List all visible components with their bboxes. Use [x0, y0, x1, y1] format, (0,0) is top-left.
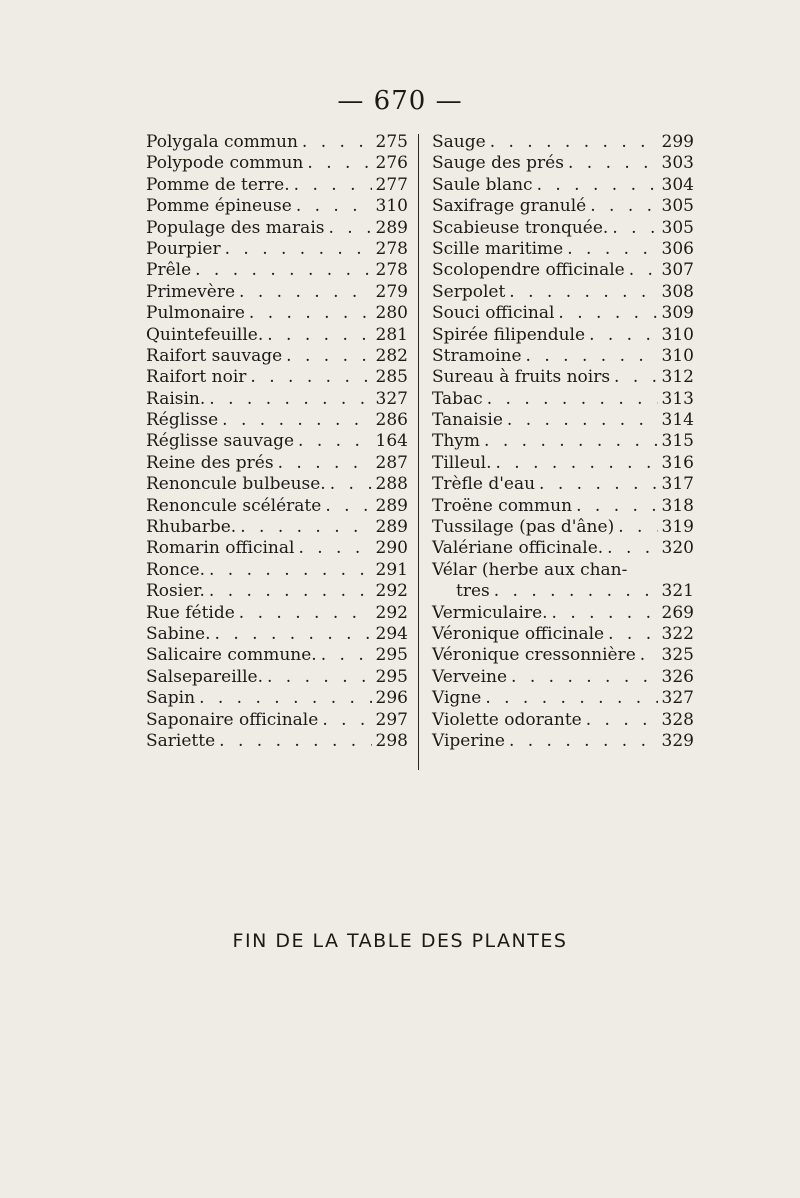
entry-name: Vélar (herbe aux chan-	[432, 559, 628, 580]
entry-name: Trèfle d'eau	[432, 474, 536, 495]
dot-leader	[636, 645, 658, 666]
entry-page: 275	[375, 131, 408, 152]
dot-leader	[522, 346, 658, 367]
index-entry	[146, 581, 408, 602]
index-entry	[146, 603, 408, 624]
index-entry	[146, 346, 408, 367]
entry-name: Pulmonaire	[146, 303, 245, 324]
entry-page: 314	[661, 410, 694, 431]
column-divider	[418, 134, 419, 770]
entry-page: 289	[375, 217, 408, 238]
index-entry	[432, 153, 694, 174]
entry-name: Polygala commun	[146, 131, 298, 152]
entry-name: Pomme de terre.	[146, 174, 290, 195]
index-entry	[146, 538, 408, 559]
entry-page: 307	[661, 260, 694, 281]
entry-name: Thym	[432, 431, 481, 452]
dot-leader	[205, 581, 372, 602]
index-entry	[432, 688, 694, 709]
dot-leader	[572, 496, 658, 517]
entry-page: 292	[375, 581, 408, 602]
entry-name: Saule blanc	[432, 174, 533, 195]
index-entry	[146, 710, 408, 731]
dot-leader	[535, 474, 658, 495]
index-entry	[146, 239, 408, 260]
end-of-table-note: FIN DE LA TABLE DES PLANTES	[232, 930, 568, 952]
index-entry	[432, 496, 694, 517]
dot-leader	[533, 175, 658, 196]
index-column-right	[432, 132, 694, 752]
entry-name: Valériane officinale.	[432, 538, 604, 559]
index-entry	[146, 410, 408, 431]
entry-name: Rhubarbe.	[146, 517, 237, 538]
entry-name: Spirée filipendule	[432, 324, 586, 345]
dot-leader	[563, 239, 658, 260]
index-entry	[432, 645, 694, 666]
index-entry	[432, 325, 694, 346]
dot-leader	[317, 645, 372, 666]
dot-leader	[318, 710, 372, 731]
entry-page: 316	[661, 452, 694, 473]
entry-page: 309	[661, 303, 694, 324]
entry-name: Souci officinal	[432, 303, 555, 324]
entry-name: Salicaire commune.	[146, 645, 317, 666]
entry-name-continued: tres	[456, 581, 490, 602]
index-entry	[432, 367, 694, 388]
index-entry	[432, 239, 694, 260]
dot-leader	[324, 218, 372, 239]
dot-leader	[505, 282, 658, 303]
dot-leader	[205, 389, 372, 410]
dot-leader	[490, 581, 658, 602]
entry-page: 285	[375, 367, 408, 388]
entry-name: Tilleul.	[432, 452, 492, 473]
entry-page: 277	[375, 174, 408, 195]
page-number: — 670 —	[337, 86, 463, 116]
dot-leader	[263, 667, 372, 688]
index-entry	[432, 474, 694, 495]
entry-name: Populage des marais	[146, 217, 325, 238]
dot-leader	[205, 560, 372, 581]
entry-name: Prêle	[146, 260, 192, 281]
index-entry	[432, 560, 694, 603]
entry-page: 303	[661, 153, 694, 174]
entry-name: Saponaire officinale	[146, 709, 319, 730]
dot-leader	[608, 218, 658, 239]
index-entry	[146, 474, 408, 495]
dot-leader	[211, 624, 372, 645]
entry-name: Renoncule bulbeuse.	[146, 474, 326, 495]
dot-leader	[604, 624, 658, 645]
entry-name: Ronce.	[146, 559, 205, 580]
dot-leader	[548, 603, 658, 624]
entry-name: Tabac	[432, 388, 483, 409]
entry-page: 295	[375, 666, 408, 687]
entry-page: 305	[661, 196, 694, 217]
dot-leader	[303, 153, 372, 174]
entry-name: Renoncule scélérate	[146, 495, 322, 516]
index-entry	[146, 260, 408, 281]
entry-page: 164	[375, 431, 408, 452]
entry-name: Sabine.	[146, 623, 211, 644]
entry-page: 294	[375, 623, 408, 644]
dot-leader	[326, 474, 372, 495]
entry-page: 305	[661, 217, 694, 238]
entry-name: Raisin.	[146, 388, 206, 409]
dot-leader	[505, 731, 658, 752]
entry-page: 282	[375, 345, 408, 366]
index-entry	[146, 175, 408, 196]
entry-name: Vermiculaire.	[432, 602, 548, 623]
index-entry	[432, 218, 694, 239]
dot-leader	[221, 239, 372, 260]
entry-page: 289	[375, 495, 408, 516]
entry-name: Sureau à fruits noirs	[432, 367, 611, 388]
index-entry	[432, 517, 694, 538]
entry-page: 306	[661, 238, 694, 259]
entry-page: 313	[661, 388, 694, 409]
index-entry	[146, 560, 408, 581]
entry-continuation	[432, 581, 694, 602]
entry-page: 315	[661, 431, 694, 452]
entry-page: 329	[661, 730, 694, 751]
entry-name: Scolopendre officinale	[432, 260, 625, 281]
entry-name: Véronique cressonnière	[432, 645, 636, 666]
dot-leader	[564, 153, 658, 174]
index-entry	[432, 196, 694, 217]
entry-name: Tussilage (pas d'âne)	[432, 517, 615, 538]
entry-name: Raifort sauvage	[146, 345, 283, 366]
entry-name: Rue fétide	[146, 602, 235, 623]
entry-page: 325	[661, 645, 694, 666]
entry-name: Scabieuse tronquée.	[432, 217, 609, 238]
index-entry	[146, 389, 408, 410]
index-entry	[146, 688, 408, 709]
entry-name: Vigne	[432, 688, 482, 709]
entry-page: 328	[661, 709, 694, 730]
entry-page: 299	[661, 131, 694, 152]
dot-leader	[582, 710, 658, 731]
entry-page: 278	[375, 260, 408, 281]
entry-name: Salsepareille.	[146, 666, 263, 687]
index-entry	[146, 453, 408, 474]
entry-page: 304	[661, 174, 694, 195]
entry-name: Serpolet	[432, 281, 506, 302]
dot-leader	[235, 603, 372, 624]
entry-page: 298	[375, 730, 408, 751]
entry-name: Violette odorante	[432, 709, 582, 730]
dot-leader	[486, 132, 658, 153]
index-entry	[146, 218, 408, 239]
entry-page: 326	[661, 666, 694, 687]
dot-leader	[274, 453, 372, 474]
entry-page: 290	[375, 538, 408, 559]
index-entry	[432, 132, 694, 153]
dot-leader	[507, 667, 658, 688]
index-entry	[146, 517, 408, 538]
entry-name: Sauge	[432, 131, 486, 152]
dot-leader	[294, 431, 372, 452]
dot-leader	[610, 367, 658, 388]
index-entry	[146, 645, 408, 666]
index-entry	[432, 389, 694, 410]
dot-leader	[321, 496, 372, 517]
entry-page: 289	[375, 517, 408, 538]
entry-page: 327	[661, 688, 694, 709]
index-entry	[146, 431, 408, 452]
dot-leader	[245, 303, 372, 324]
entry-name: Stramoine	[432, 345, 522, 366]
entry-page: 296	[375, 688, 408, 709]
dot-leader	[282, 346, 372, 367]
index-entry	[432, 624, 694, 645]
index-entry	[432, 431, 694, 452]
index-entry	[432, 731, 694, 752]
entry-name: Romarin officinal	[146, 538, 295, 559]
index-entry	[146, 367, 408, 388]
dot-leader	[195, 688, 372, 709]
entry-page: 317	[661, 474, 694, 495]
entry-page: 321	[661, 581, 694, 602]
dot-leader	[298, 132, 372, 153]
entry-page: 279	[375, 281, 408, 302]
dot-leader	[480, 431, 658, 452]
dot-leader	[586, 196, 658, 217]
entry-name: Sariette	[146, 730, 216, 751]
index-entry	[146, 303, 408, 324]
dot-leader	[625, 260, 658, 281]
index-entry	[146, 325, 408, 346]
entry-name: Saxifrage granulé	[432, 196, 587, 217]
dot-leader	[554, 303, 658, 324]
entry-page: 308	[661, 281, 694, 302]
dot-leader	[614, 517, 658, 538]
entry-page: 319	[661, 517, 694, 538]
index-entry	[432, 346, 694, 367]
entry-name: Réglisse	[146, 410, 219, 431]
entry-name: Primevère	[146, 281, 236, 302]
entry-name: Viperine	[432, 730, 505, 751]
entry-page: 280	[375, 303, 408, 324]
entry-name: Véronique officinale	[432, 623, 605, 644]
index-entry	[432, 538, 694, 559]
entry-page: 276	[375, 153, 408, 174]
dot-leader	[292, 196, 372, 217]
index-entry	[432, 667, 694, 688]
entry-name: Quintefeuille.	[146, 324, 264, 345]
dot-leader	[191, 260, 372, 281]
entry-name: Tanaisie	[432, 410, 503, 431]
entry-page: 297	[375, 709, 408, 730]
index-entry	[432, 710, 694, 731]
entry-name: Rosier.	[146, 581, 205, 602]
entry-page: 278	[375, 238, 408, 259]
entry-page: 287	[375, 452, 408, 473]
entry-name: Sapin	[146, 688, 196, 709]
index-entry	[432, 175, 694, 196]
entry-page: 322	[661, 623, 694, 644]
entry-page: 320	[661, 538, 694, 559]
index-entry	[432, 410, 694, 431]
index-entry	[432, 453, 694, 474]
entry-page: 292	[375, 602, 408, 623]
entry-page: 310	[661, 324, 694, 345]
dot-leader	[483, 389, 658, 410]
dot-leader	[503, 410, 658, 431]
dot-leader	[218, 410, 372, 431]
index-entry	[146, 196, 408, 217]
dot-leader	[481, 688, 658, 709]
entry-page: 281	[375, 324, 408, 345]
dot-leader	[246, 367, 372, 388]
dot-leader	[603, 538, 658, 559]
entry-page: 286	[375, 410, 408, 431]
entry-name: Réglisse sauvage	[146, 431, 295, 452]
index-entry	[146, 731, 408, 752]
dot-leader	[290, 175, 372, 196]
entry-page: 310	[375, 196, 408, 217]
entry-name: Reine des prés	[146, 452, 274, 473]
index-entry	[432, 603, 694, 624]
entry-page: 291	[375, 559, 408, 580]
entry-page: 312	[661, 367, 694, 388]
entry-page: 327	[375, 388, 408, 409]
index-entry	[146, 153, 408, 174]
index-column-left	[146, 132, 408, 752]
entry-page: 288	[375, 474, 408, 495]
entry-name: Polypode commun	[146, 153, 304, 174]
dot-leader	[235, 282, 372, 303]
index-entry	[146, 282, 408, 303]
index-entry	[146, 132, 408, 153]
index-entry	[146, 624, 408, 645]
entry-name: Raifort noir	[146, 367, 247, 388]
entry-name: Scille maritime	[432, 238, 564, 259]
entry-page: 310	[661, 345, 694, 366]
index-entry	[432, 260, 694, 281]
entry-name: Pourpier	[146, 238, 221, 259]
dot-leader	[236, 517, 372, 538]
dot-leader	[492, 453, 659, 474]
entry-name: Troëne commun	[432, 495, 573, 516]
entry-page: 318	[661, 495, 694, 516]
index-entry	[146, 667, 408, 688]
index-entry	[432, 303, 694, 324]
dot-leader	[215, 731, 372, 752]
dot-leader	[294, 538, 372, 559]
entry-page: 269	[661, 602, 694, 623]
entry-name: Pomme épineuse	[146, 196, 292, 217]
dot-leader	[585, 325, 658, 346]
index-entry	[146, 496, 408, 517]
entry-page: 295	[375, 645, 408, 666]
dot-leader	[263, 325, 372, 346]
index-entry	[432, 282, 694, 303]
entry-name: Verveine	[432, 666, 508, 687]
entry-name: Sauge des prés	[432, 153, 564, 174]
